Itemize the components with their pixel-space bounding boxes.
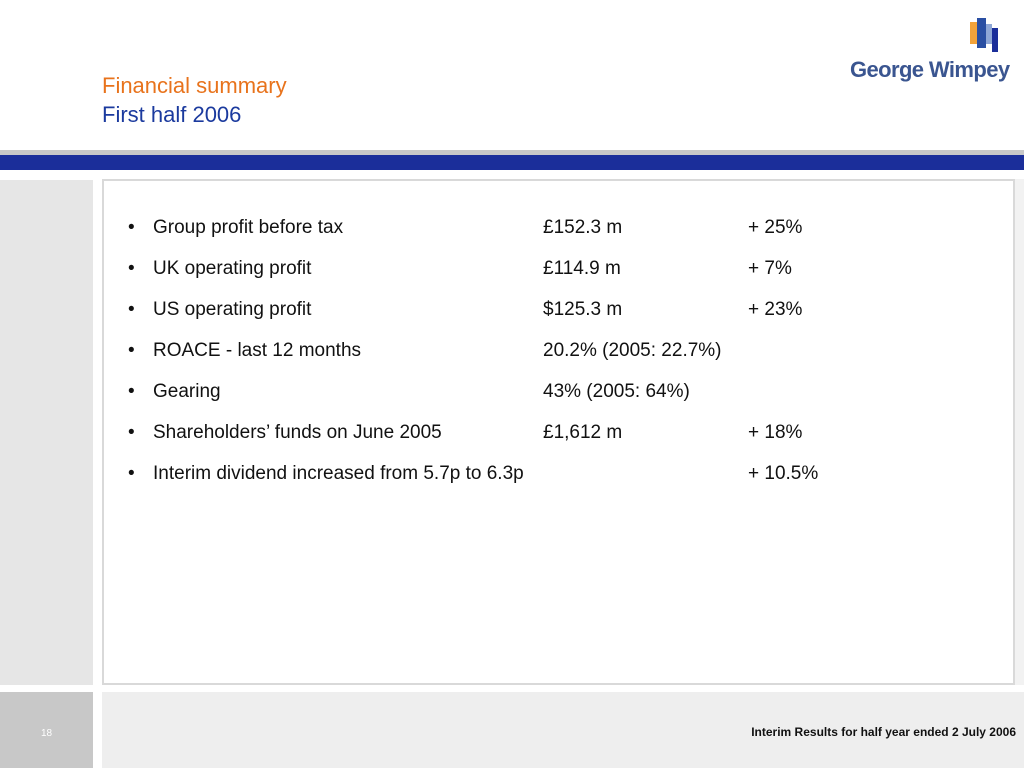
- header-band-blue: [0, 155, 1024, 170]
- item-label: UK operating profit: [153, 258, 312, 279]
- item-value: 20.2% (2005: 22.7%): [543, 340, 722, 361]
- left-panel: [0, 180, 93, 685]
- item-change: + 25%: [748, 217, 803, 238]
- item-value: £1,612 m: [543, 422, 623, 443]
- bullet-icon: •: [128, 299, 135, 320]
- item-label: Group profit before tax: [153, 217, 344, 238]
- bullet-icon: •: [128, 258, 135, 279]
- item-value: 43% (2005: 64%): [543, 381, 690, 402]
- right-strip: [1015, 179, 1024, 685]
- footer-text: Interim Results for half year ended 2 July 2006: [751, 725, 1016, 739]
- company-logo: [846, 18, 1010, 82]
- item-change: + 23%: [748, 299, 803, 320]
- title-block: [102, 71, 287, 129]
- item-value: £114.9 m: [543, 258, 621, 279]
- bullet-icon: •: [128, 381, 135, 402]
- item-label: Shareholders’ funds on June 2005: [153, 422, 442, 443]
- item-change: + 7%: [748, 258, 792, 279]
- bullet-icon: •: [128, 422, 135, 443]
- bullet-icon: •: [128, 217, 135, 238]
- page-subtitle: First half 2006: [102, 102, 242, 127]
- item-label: ROACE - last 12 months: [153, 340, 362, 361]
- logo-wordmark: George Wimpey: [850, 57, 1010, 82]
- item-label: Gearing: [153, 381, 221, 402]
- item-change: + 10.5%: [748, 463, 819, 484]
- building-bars-icon: [970, 18, 1000, 52]
- item-label: US operating profit: [153, 299, 312, 320]
- bullet-icon: •: [128, 340, 135, 361]
- page-title: Financial summary: [102, 73, 287, 98]
- item-value: $125.3 m: [543, 299, 623, 320]
- item-change: + 18%: [748, 422, 803, 443]
- bullet-icon: •: [128, 463, 135, 484]
- slide-number: 18: [40, 728, 53, 739]
- item-value: £152.3 m: [543, 217, 623, 238]
- item-label: Interim dividend increased from 5.7p to 6.3p: [153, 463, 524, 484]
